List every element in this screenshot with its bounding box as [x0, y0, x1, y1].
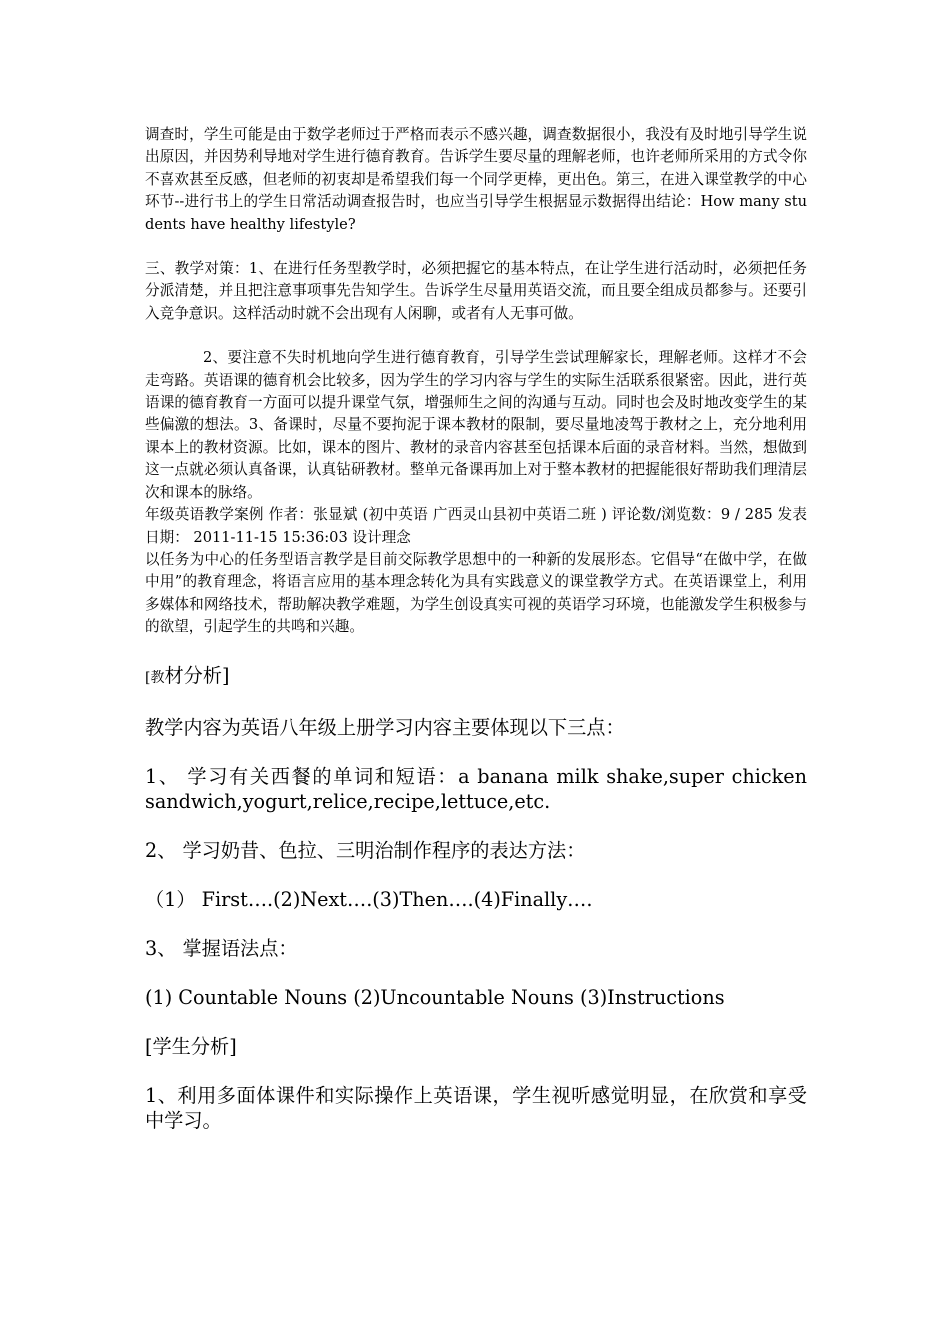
material-item-2: 2、 学习奶昔、色拉、三明治制作程序的表达方法： — [145, 838, 586, 862]
material-item-2-sub: （1） First….(2)Next….(3)Then….(4)Finally…. — [145, 887, 593, 911]
paragraph-survey: 调查时，学生可能是由于数学老师过于严格而表示不感兴趣，调查数据很小，我没有及时地引导学生说出原因，并因势利导地对学生进行德育教育。告诉学生要尽量的理解老师，也许老师所采用的方式令你不喜欢甚至反感，但老师的初衷却是希望我们每一个同学更棒，更出色。第三，在进入课堂教学的中心环节--进行书上的学生日常活动调查报告时，也应当引导学生根据显示数据得出结论：How many students have healthy lifestyle? — [145, 126, 807, 233]
material-item-1: 1、 学习有关西餐的单词和短语：a banana milk shake,super chicken sandwich,yogurt,relice,recipe,lettuce,etc. — [145, 764, 807, 813]
material-item-3: 3、 掌握语法点： — [145, 936, 298, 960]
heading-material-analysis: [教材分析] — [145, 663, 230, 687]
paragraph-design-concept: 以任务为中心的任务型语言教学是目前交际教学思想中的一种新的发展形态。它倡导“在做中学，在做中用”的教育理念，将语言应用的基本理念转化为具有实践意义的课堂教学方式。在英语课堂上，利用多媒体和网络技术，帮助解决教学难题，为学生创设真实可视的英语学习环境，也能激发学生积极参与的欲望，引起学生的共鸣和兴趣。 — [145, 550, 807, 636]
heading-student-analysis: [学生分析] — [145, 1034, 237, 1058]
paragraph-moral-education: 2、要注意不失时机地向学生进行德育教育，引导学生尝试理解家长，理解老师。这样才不会走弯路。英语课的德育机会比较多，因为学生的学习内容与学生的实际生活联系很紧密。因此，进行英语课的德育教育一方面可以提升课堂气氛，增强师生之间的沟通与互动。同时也会及时地改变学生的某些偏激的想法。3、备课时，尽量不要拘泥于课本教材的限制，要尽量地凌驾于教材之上，充分地利用课本上的教材资源。比如，课本的图片、教材的录音内容甚至包括课本后面的录音材料。当然，想做到这一点就必须认真备课，认真钻研教材。整单元备课再加上对于整本教材的把握能很好帮助我们理清层次和课本的脉络。 — [145, 349, 807, 501]
material-intro: 教学内容为英语八年级上册学习内容主要体现以下三点： — [145, 715, 625, 739]
body-small-text — [145, 124, 807, 639]
student-item-1: 1、利用多面体课件和实际操作上英语课，学生视听感觉明显，在欣赏和享受中学习。 — [145, 1083, 807, 1132]
paragraph-article-meta: 年级英语教学案例 作者：张显斌 (初中英语 广西灵山县初中英语二班 ) 评论数/浏览数：9 / 285 发表日期： 2011-11-15 15:36:03 设计理念 — [145, 506, 807, 546]
paragraph-strategy: 三、教学对策：1、在进行任务型教学时，必须把握它的基本特点，在让学生进行活动时，必须把任务分派清楚，并且把注意事项事先告知学生。告诉学生尽量用英语交流，而且要全组成员都参与。还要引入竞争意识。这样活动时就不会出现有人闲聊，或者有人无事可做。 — [145, 260, 807, 322]
material-item-3-sub: (1) Countable Nouns (2)Uncountable Nouns (3)Instructions — [145, 985, 725, 1009]
